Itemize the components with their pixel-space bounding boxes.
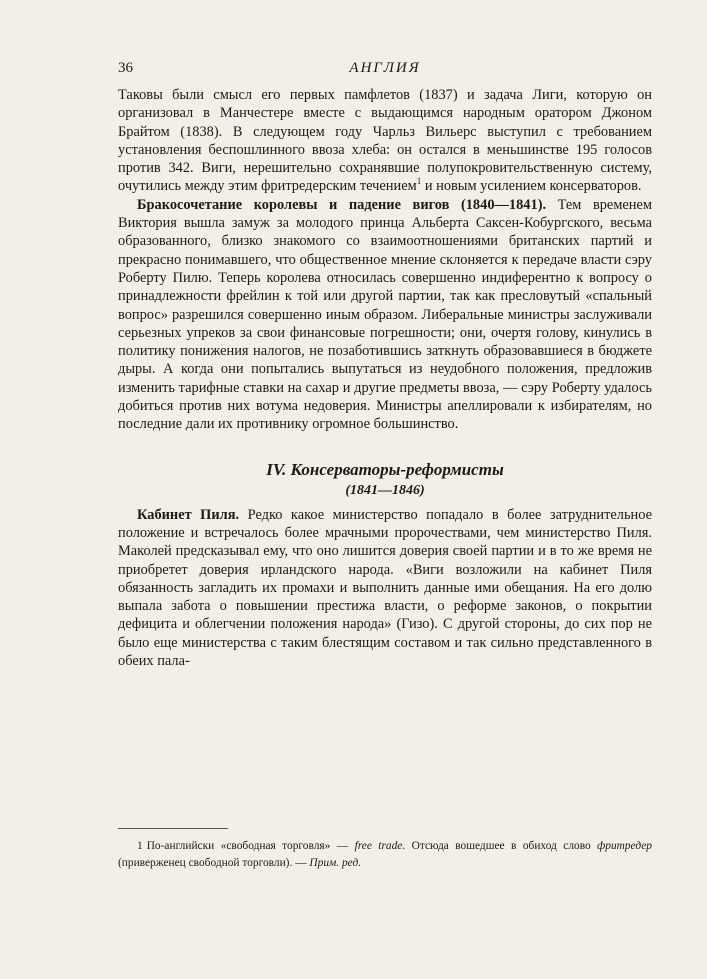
section-dates: (1841—1846) <box>345 482 425 498</box>
running-title: АНГЛИЯ <box>349 60 421 76</box>
paragraph-text-continued: и новым усилением консерваторов. <box>421 178 642 195</box>
footnote-editor-note: Прим. ред. <box>309 857 362 869</box>
page-body <box>118 86 652 670</box>
paragraph-text: Таковы были смысл его первых памфлетов (1837) и задача Лиги, которую он организовал в Манчестере вместе с выдающимся народным оратором Джоном Брайтом (1838). В следующем году Чарльз Вильерс выступил с требованием установления беспошлинного ввоза хлеба: он остался в меньшинстве 195 голосов против 342. Виги, нерешительно сохранявшие полупокровительственную систему, очутились между этим фритредерским течением <box>118 87 652 195</box>
page-number: 36 <box>118 60 133 76</box>
paragraph-lead-heading: Кабинет Пиля. <box>137 506 240 523</box>
footnote-term-word: фритредер <box>597 840 652 852</box>
footnote <box>118 838 652 872</box>
paragraph-text: Тем временем Виктория вышла замуж за молодого принца Альберта Саксен-Кобургского, весьма образованного, близко знакомого со взаимоотношениями британских партий и прекрасно понимавшего, что общественное мнение склоняется к передаче власти сэру Роберту Пилю. Теперь королева относилась совершенно индиферентно к вопросу о принадлежности фрейлин к той или другой партии, так как пресловутый «спальный вопрос» разрешился совершенно иным образом. Либеральные министры заслуживали серьезных упреков за свои финансовые погрешности; они, очертя голову, кинулись в политику понижения налогов, не позаботившись заткнуть образовавшиеся в бюджете дыры. А когда они попытались выпутаться из неудобного положения, предложив изменить тарифные ставки на сахар и другие предметы ввоза, — сэру Роберту удалось добиться против них вотума недоверия. Министры апеллировали к избирателям, но последние дали их противнику огромное большинство. <box>118 196 653 433</box>
paragraph-queen-marriage <box>118 196 652 434</box>
paragraph-lead-heading: Бракосочетание королевы и падение вигов (1840—1841). <box>137 196 547 213</box>
paragraph-text: Редко какое министерство попадало в более затруднительное положение и встречалось более мрачными пророчествами, чем министерство Пиля. Маколей предсказывал ему, что оно лишится доверия своей партии и в то же время не приобретет доверия ирландского народа. «Виги возложили на кабинет Пиля обязанность загладить их промахи и выполнить данные ими обещания. На его долю выпала забота о повышении престижа власти, о реформе законов, о покрытии дефицита и облегчении положения народа» (Гизо). С другой стороны, до сих пор не было еще министерства с таким блестящим составом и так сильно представленного в обеих пала- <box>118 506 652 670</box>
footnote-text: (приверженец свободной торговли). — <box>118 857 310 869</box>
running-head <box>118 60 652 82</box>
footnote-text: По-английски «свободная торговля» — <box>146 840 355 852</box>
section-heading: IV. Консерваторы-реформисты <box>266 459 504 479</box>
footnote-reference: 1 <box>416 176 422 187</box>
footnote-term-free-trade: free trade <box>354 840 403 852</box>
footnote-text: . Отсюда вошедшее в обиход слово <box>402 840 598 852</box>
footnote-divider <box>118 828 228 829</box>
footnote-marker: 1 <box>137 840 143 852</box>
paragraph-peel-cabinet <box>118 506 652 671</box>
paragraph-pamphlets <box>118 86 652 196</box>
